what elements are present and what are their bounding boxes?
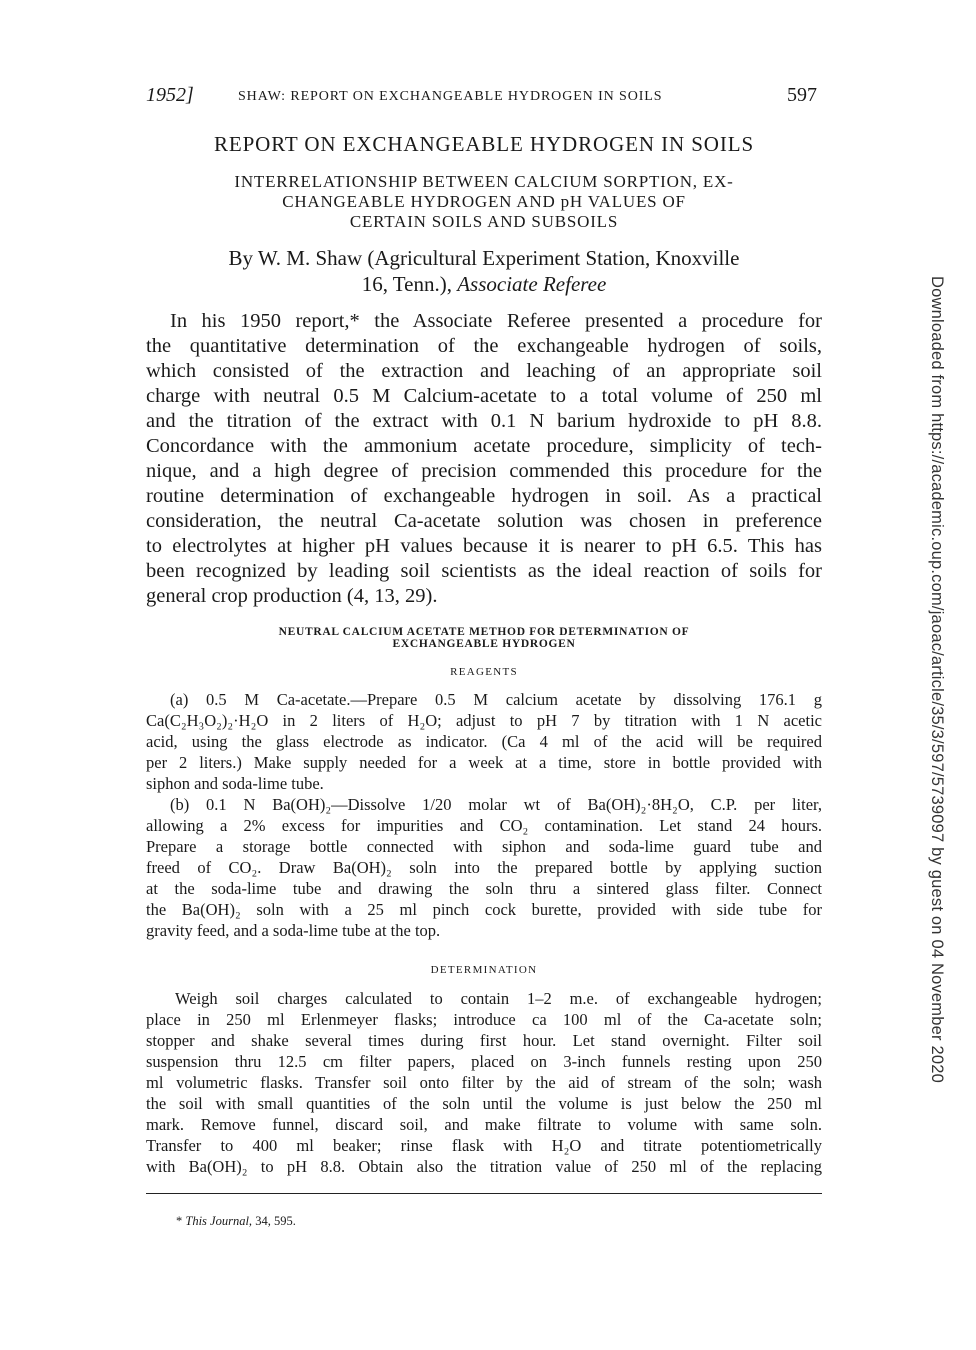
running-title: SHAW: REPORT ON EXCHANGEABLE HYDROGEN IN SOILS — [238, 89, 663, 104]
reagent-a-line: Ca(C₂H₃O₂)₂·H₂O in 2 liters of H₂O; adjust to pH 7 by titration with 1 N acetic — [146, 711, 822, 730]
determination-line: Weigh soil charges calculated to contain 1–2 m.e. of exchangeable hydrogen; — [175, 989, 822, 1008]
byline-line-2 — [146, 272, 822, 297]
method-heading-line-1: NEUTRAL CALCIUM ACETATE METHOD FOR DETERMINATION OF — [278, 626, 690, 638]
intro-line: to electrolytes at higher pH values because it is nearer to pH 6.5. This has — [146, 535, 822, 557]
reagent-a-line: siphon and soda-lime tube. — [146, 774, 324, 793]
footnote-journal: This Journal, — [185, 1214, 253, 1228]
intro-line: routine determination of exchangeable hydrogen in soil. As a practical — [146, 485, 822, 507]
determination-line: suspension thru 12.5 cm filter papers, placed on 3-inch funnels resting upon 250 — [146, 1052, 822, 1071]
determination-line: the soil with small quantities of the soln until the volume is just below the 250 ml — [146, 1094, 822, 1113]
intro-line: Concordance with the ammonium acetate procedure, simplicity of tech- — [146, 435, 822, 457]
reagent-b-line: Prepare a storage bottle connected with siphon and soda-lime guard tube and — [146, 837, 822, 856]
footnote-rule — [146, 1193, 822, 1194]
reagent-b-line: the Ba(OH)₂ soln with a 25 ml pinch cock burette, provided with side tube for — [146, 900, 822, 919]
determination-line: mark. Remove funnel, discard soil, and make filtrate to volume with same soln. — [146, 1115, 822, 1134]
intro-line: general crop production (4, 13, 29). — [146, 585, 438, 607]
intro-line: nique, and a high degree of precision commended this procedure for the — [146, 460, 822, 482]
subtitle-line-3: CERTAIN SOILS AND SUBSOILS — [349, 212, 619, 231]
article-title: REPORT ON EXCHANGEABLE HYDROGEN IN SOILS — [213, 132, 755, 156]
byline-role: Associate Referee — [457, 272, 607, 296]
determination-line: with Ba(OH)₂ to pH 8.8. Obtain also the titration value of 250 ml of the replacing — [146, 1157, 822, 1176]
reagent-b-line: allowing a 2% excess for impurities and CO₂ contamination. Let stand 24 hours. — [146, 816, 822, 835]
intro-line: In his 1950 report,* the Associate Referee presented a procedure for — [170, 310, 822, 332]
page-number: 597 — [787, 84, 817, 106]
footnote-citation: 34, 595. — [252, 1214, 296, 1228]
reagent-b-line: freed of CO₂. Draw Ba(OH)₂ soln into the prepared bottle by applying suction — [146, 858, 822, 877]
determination-line: place in 250 ml Erlenmeyer flasks; introduce ca 100 ml of the Ca-acetate soln; — [146, 1010, 822, 1029]
download-watermark: Downloaded from https://academic.oup.com/jaoac/article/35/3/597/5739097 by guest on 04 November 2020 — [928, 276, 946, 1083]
reagents-heading: REAGENTS — [450, 666, 518, 678]
footnote — [176, 1214, 296, 1229]
reagent-b-line: gravity feed, and a soda-lime tube at the top. — [146, 921, 441, 940]
determination-line: stopper and shake several times during first hour. Let stand overnight. Filter soil — [146, 1031, 822, 1050]
intro-line: charge with neutral 0.5 M Calcium-acetate to a total volume of 250 ml — [146, 385, 822, 407]
reagent-b-line: at the soda-lime tube and drawing the soln thru a sintered glass filter. Connect — [146, 879, 822, 898]
byline-line-1: By W. M. Shaw (Agricultural Experiment Station, Knoxville — [228, 246, 740, 270]
intro-line: the quantitative determination of the exchangeable hydrogen of soils, — [146, 335, 822, 357]
intro-line: and the titration of the extract with 0.1 N barium hydroxide to pH 8.8. — [146, 410, 822, 432]
reagent-b-line: (b) 0.1 N Ba(OH)₂—Dissolve 1/20 molar wt of Ba(OH)₂·8H₂O, C.P. per liter, — [170, 795, 822, 814]
reagent-a-line: (a) 0.5 M Ca-acetate.—Prepare 0.5 M calcium acetate by dissolving 176.1 g — [170, 690, 822, 709]
method-heading-line-2: EXCHANGEABLE HYDROGEN — [392, 638, 576, 650]
subtitle-line-2: CHANGEABLE HYDROGEN AND pH VALUES OF — [282, 192, 686, 211]
header-year: 1952] — [146, 84, 194, 106]
intro-line: consideration, the neutral Ca-acetate solution was chosen in preference — [146, 510, 822, 532]
intro-line: which consisted of the extraction and leaching of an appropriate soil — [146, 360, 822, 382]
reagent-a-line: acid, using the glass electrode as indicator. (Ca 4 ml of the acid will be required — [146, 732, 822, 751]
subtitle-line-1: INTERRELATIONSHIP BETWEEN CALCIUM SORPTION, EX- — [234, 172, 734, 191]
intro-line: been recognized by leading soil scientists as the ideal reaction of soils for — [146, 560, 822, 582]
footnote-marker: * — [176, 1214, 186, 1228]
determination-heading: DETERMINATION — [430, 964, 538, 976]
byline-affiliation: 16, Tenn.), — [361, 272, 458, 296]
determination-line: ml volumetric flasks. Transfer soil onto filter by the aid of stream of the soln; wash — [146, 1073, 822, 1092]
determination-line: Transfer to 400 ml beaker; rinse flask with H₂O and titrate potentiometrically — [146, 1136, 822, 1155]
reagent-a-line: per 2 liters.) Make supply needed for a week at a time, store in bottle provided with — [146, 753, 822, 772]
